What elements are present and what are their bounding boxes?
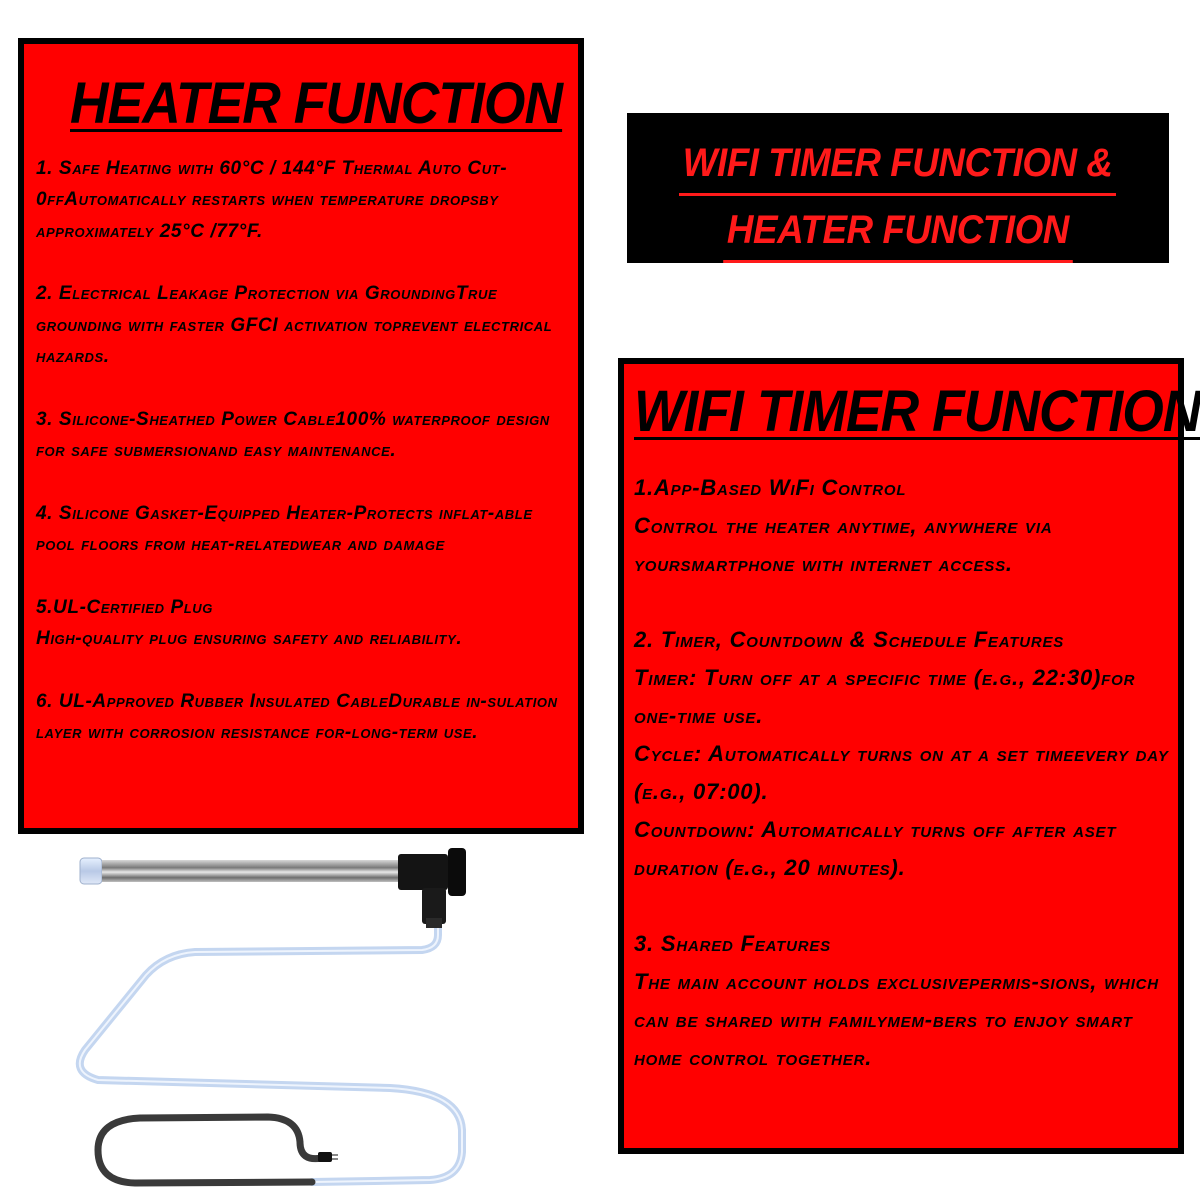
heater-feature-3-text: 3. Silicone-Sheathed Power Cable100% waterproof design for safe submersionand easy maintenance. bbox=[36, 408, 550, 462]
heating-rod bbox=[102, 860, 402, 882]
heater-housing bbox=[398, 854, 448, 890]
rubber-cable bbox=[98, 1117, 322, 1183]
heater-feature-1 bbox=[36, 153, 568, 248]
wifi-feature-1-text: Control the heater anytime, anywhere via yoursmartphone with internet access. bbox=[634, 512, 1053, 576]
banner-line-1: WIFI TIMER FUNCTION & bbox=[679, 133, 1116, 196]
heater-feature-2-text: 2. Electrical Leakage Protection via GroundingTrue grounding with faster GFCI activation toprevent electrical hazards. bbox=[36, 283, 553, 368]
heater-function-list bbox=[36, 153, 568, 749]
heater-feature-3 bbox=[36, 404, 568, 467]
heater-feature-2 bbox=[36, 278, 568, 373]
wifi-feature-2 bbox=[634, 621, 1172, 887]
wifi-function-list bbox=[634, 469, 1172, 1077]
heater-feature-4 bbox=[36, 498, 568, 561]
heater-function-panel bbox=[18, 38, 584, 834]
wifi-feature-1-heading: 1.App-Based WiFi Control bbox=[634, 474, 907, 500]
wifi-feature-3-heading: 3. Shared Features bbox=[634, 930, 831, 956]
heater-function-title: HEATER FUNCTION bbox=[70, 71, 563, 136]
rod-end-cap bbox=[80, 858, 102, 884]
wifi-feature-2-countdown: Countdown: Automatically turns off after aset duration (e.g., 20 minutes). bbox=[634, 816, 1117, 880]
heater-feature-5 bbox=[36, 592, 568, 655]
banner-line-2: HEATER FUNCTION bbox=[723, 200, 1072, 263]
wifi-feature-2-timer: Timer: Turn off at a specific time (e.g., 22:30)for one-time use. bbox=[634, 664, 1136, 728]
heater-feature-5-text: High-quality plug ensuring safety and reliability. bbox=[36, 628, 463, 650]
wifi-feature-2-cycle: Cycle: Automatically turns on at a set timeevery day (e.g., 07:00). bbox=[634, 740, 1169, 804]
wifi-feature-3 bbox=[634, 925, 1172, 1077]
wifi-feature-3-text: The main account holds exclusivepermis-sions, which can be shared with familymem-bers to enjoy smart home control together. bbox=[634, 968, 1159, 1070]
wifi-timer-function-title: WIFI TIMER FUNCTION bbox=[634, 379, 1200, 444]
heater-feature-6 bbox=[36, 686, 568, 749]
wifi-feature-2-heading: 2. Timer, Countdown & Schedule Features bbox=[634, 626, 1065, 652]
heater-feature-5-heading: 5.UL-Certified Plug bbox=[36, 596, 214, 618]
silicone-cable bbox=[80, 920, 462, 1182]
plug bbox=[318, 1152, 332, 1162]
pool-heater-with-cable-icon bbox=[60, 840, 500, 1200]
wifi-feature-1 bbox=[634, 469, 1172, 583]
heater-feature-4-text: 4. Silicone Gasket-Equipped Heater-Protects inflat-able pool floors from heat-relatedwear and damage bbox=[36, 502, 533, 556]
heater-feature-6-text: 6. UL-Approved Rubber Insulated CableDurable in-sulation layer with corrosion resistance for-long-term use. bbox=[36, 690, 558, 744]
combined-function-banner bbox=[627, 113, 1169, 263]
wifi-timer-function-panel bbox=[618, 358, 1200, 1154]
heater-feature-1-text: 1. Safe Heating with 60°C / 144°F Thermal Auto Cut-0ffAutomatically restarts when temperature dropsby approximately 25°C /77°F. bbox=[36, 157, 508, 242]
